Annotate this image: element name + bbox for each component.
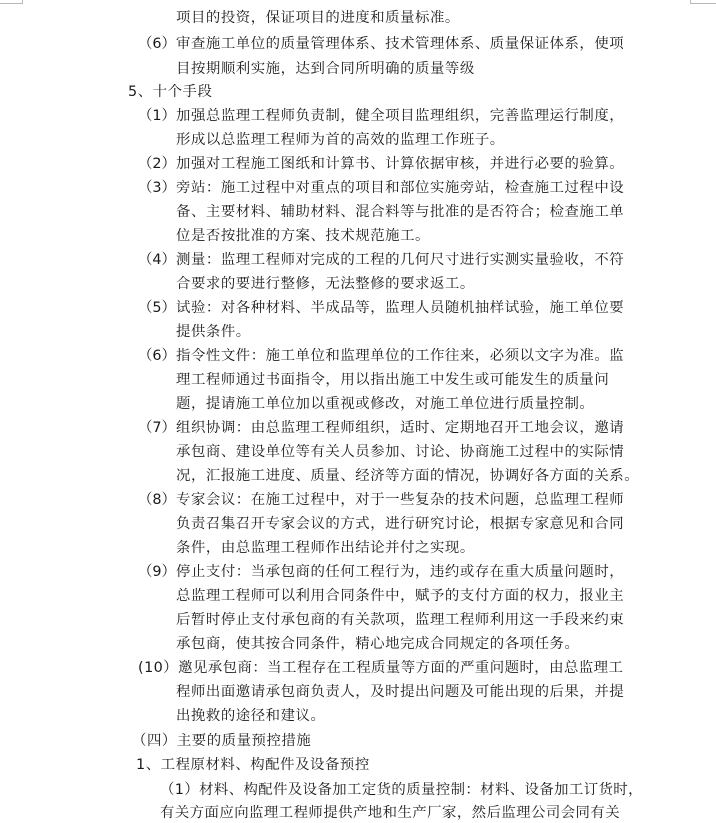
text-line: 承包商，使其按合同条件，精心地完成合同规定的各项任务。 <box>176 636 580 652</box>
text-line: 题，提请施工单位加以重视或修改，对施工单位进行质量控制。 <box>176 396 595 412</box>
text-line: 加强总监理工程师负责制，健全项目监理组织，完善监理运行制度， <box>176 108 625 124</box>
text-line: 审查施工单位的质量管理体系、技术管理体系、质量保证体系，使项 <box>176 36 625 52</box>
text-line: 出挽救的途径和建议。 <box>176 708 326 724</box>
text-line: 程师出面邀请承包商负责人，及时提出问题及可能出现的后果，并提 <box>176 684 625 700</box>
text-line: 位是否按批准的方案、技术规范施工。 <box>176 228 430 244</box>
crop-mark-top-right <box>690 3 716 4</box>
section-heading: 1、工程原材料、构配件及设备预控 <box>136 757 370 773</box>
section-heading: 5、十个手段 <box>128 84 213 100</box>
item-number: （2） <box>138 156 176 172</box>
text-line: 目按期顺利实施，达到合同所明确的质量等级 <box>176 61 475 77</box>
crop-mark-top-left <box>0 3 22 4</box>
item-number: （8） <box>138 492 176 508</box>
item-number: （6） <box>138 348 176 364</box>
item-number: （7） <box>138 420 176 436</box>
text-line: 项目的投资，保证项目的进度和质量标准。 <box>176 10 460 26</box>
text-line: 况，汇报施工进度、质量、经济等方面的情况，协调好各方面的关系。 <box>176 468 640 484</box>
text-line: 专家会议：在施工过程中，对于一些复杂的技术问题，总监理工程师 <box>176 492 625 508</box>
text-line: 加强对工程施工图纸和计算书、计算依据审核，并进行必要的验算。 <box>176 156 625 172</box>
text-line: 试验：对各种材料、半成品等，监理人员随机抽样试验，施工单位要 <box>176 300 625 316</box>
item-number: （5） <box>138 300 176 316</box>
text-line: 条件，由总监理工程师作出结论并付之实现。 <box>176 540 475 556</box>
text-line: 测量：监理工程师对完成的工程的几何尺寸进行实测实量验收，不符 <box>176 252 625 268</box>
text-line: 指令性文件：施工单位和监理单位的工作往来，必须以文字为准。监 <box>176 348 625 364</box>
text-line: 组织协调：由总监理工程师组织，适时、定期地召开工地会议，邀请 <box>176 420 625 436</box>
text-line: 停止支付：当承包商的任何工程行为，违约或存在重大质量问题时， <box>176 564 625 580</box>
text-line: 合要求的要进行整修，无法整修的要求返工。 <box>176 276 475 292</box>
item-number: （6） <box>138 36 176 52</box>
item-number: （3） <box>138 180 176 196</box>
text-line: 总监理工程师可以利用合同条件中，赋予的支付方面的权力，报业主 <box>176 588 625 604</box>
text-line: 负责召集召开专家会议的方式，进行研究讨论，根据专家意见和合同 <box>176 516 625 532</box>
item-number: （4） <box>138 252 176 268</box>
text-line: 理工程师通过书面指令，用以指出施工中发生或可能发生的质量问 <box>176 372 610 388</box>
text-line: 旁站：施工过程中对重点的项目和部位实施旁站，检查施工过程中设 <box>176 180 625 196</box>
text-line: 形成以总监理工程师为首的高效的监理工作班子。 <box>176 132 505 148</box>
text-line: 备、主要材料、辅助材料、混合料等与批准的是否符合；检查施工单 <box>176 204 625 220</box>
text-line: 提供条件。 <box>176 324 251 340</box>
crop-mark-top-left-vertical <box>22 0 23 4</box>
text-line: (10）邀见承包商：当工程存在工程质量等方面的严重问题时，由总监理工 <box>138 660 624 676</box>
text-line: 有关方面应向监理工程师提供产地和生产厂家，然后监理公司会同有关 <box>160 805 621 821</box>
text-line: 承包商、建设单位等有关人员参加、讨论、协商施工过程中的实际情 <box>176 444 625 460</box>
crop-mark-top-right-vertical <box>690 0 691 4</box>
subsection-heading: （四）主要的质量预控措施 <box>132 733 312 749</box>
text-line: 后暂时停止支付承包商的有关款项，监理工程师利用这一手段来约束 <box>176 612 625 628</box>
item-number: （9） <box>138 564 176 580</box>
text-line: （1）材料、构配件及设备加工定货的质量控制：材料、设备加工订货时， <box>160 782 643 798</box>
item-number: （1） <box>138 108 176 124</box>
